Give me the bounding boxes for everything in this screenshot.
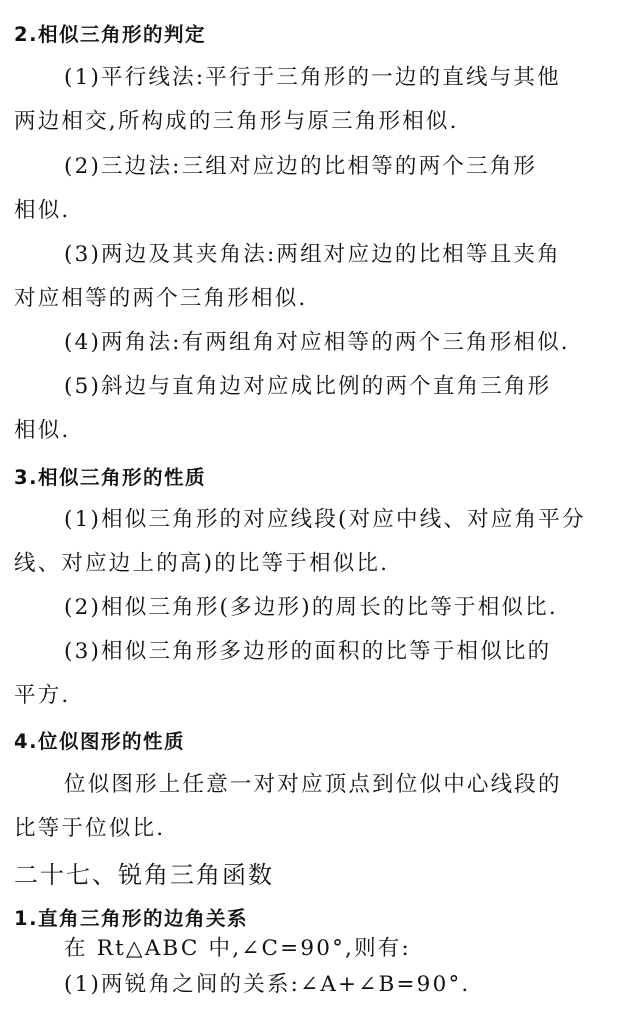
- paragraph-line: (3)两边及其夹角法:两组对应边的比相等且夹角: [64, 242, 561, 267]
- paragraph-line: 线、对应边上的高)的比等于相似比.: [14, 551, 390, 576]
- paragraph-line: (1)相似三角形的对应线段(对应中线、对应角平分: [64, 507, 586, 532]
- paragraph-line: (2)三边法:三组对应边的比相等的两个三角形: [64, 154, 538, 179]
- section-heading-homothetic-properties: 4.位似图形的性质: [14, 730, 185, 753]
- paragraph-line: 在 Rt△ABC 中,∠C=90°,则有:: [64, 936, 411, 961]
- section-heading-similar-triangle-properties: 3.相似三角形的性质: [14, 466, 206, 489]
- paragraph-line: (1)平行线法:平行于三角形的一边的直线与其他: [64, 65, 561, 90]
- paragraph-line: 对应相等的两个三角形相似.: [14, 286, 308, 311]
- section-heading-right-triangle-relations: 1.直角三角形的边角关系: [14, 907, 248, 930]
- paragraph-line: (1)两锐角之间的关系:∠A+∠B=90°.: [64, 972, 471, 997]
- paragraph-line: 两边相交,所构成的三角形与原三角形相似.: [14, 109, 459, 134]
- paragraph-line: 位似图形上任意一对对应顶点到位似中心线段的: [64, 772, 562, 797]
- paragraph-line: 平方.: [14, 683, 71, 708]
- paragraph-line: 比等于位似比.: [14, 816, 166, 841]
- chapter-title-acute-trig-functions: 二十七、锐角三角函数: [14, 861, 274, 889]
- paragraph-line: 相似.: [14, 418, 71, 443]
- section-heading-similar-triangle-criteria: 2.相似三角形的判定: [14, 23, 206, 46]
- paragraph-line: (2)相似三角形(多边形)的周长的比等于相似比.: [64, 595, 558, 620]
- paragraph-line: 相似.: [14, 198, 71, 223]
- paragraph-line: (4)两角法:有两组角对应相等的两个三角形相似.: [64, 330, 570, 355]
- paragraph-line: (3)相似三角形多边形的面积的比等于相似比的: [64, 639, 552, 664]
- paragraph-line: (5)斜边与直角边对应成比例的两个直角三角形: [64, 374, 552, 399]
